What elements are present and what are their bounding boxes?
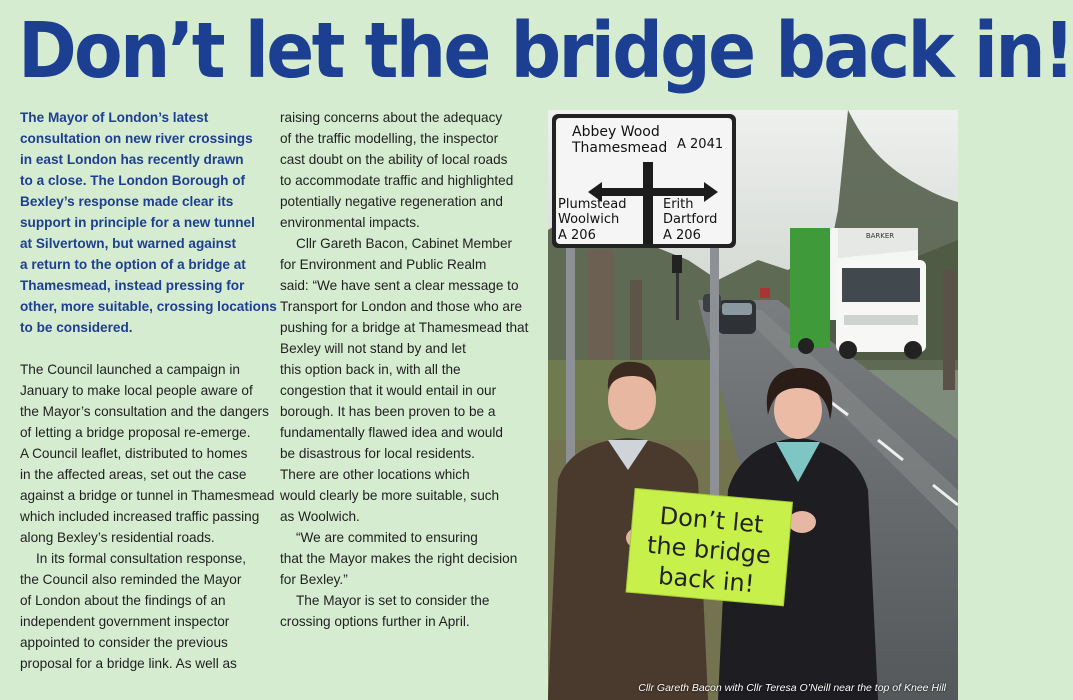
sign-text: Thamesmead bbox=[572, 140, 668, 156]
text-line: pushing for a bridge at Thamesmead that bbox=[280, 320, 529, 335]
text-line: be disastrous for local residents. bbox=[280, 446, 475, 461]
text-line: that the Mayor makes the right decision bbox=[280, 551, 518, 566]
sign-text: Woolwich bbox=[558, 212, 620, 227]
traffic-light bbox=[672, 255, 682, 273]
text-line: Bexley will not stand by and let bbox=[280, 341, 466, 356]
article-photo bbox=[548, 110, 958, 700]
text-line: the Mayor’s consultation and the dangers bbox=[20, 404, 269, 419]
text-line: There are other locations which bbox=[280, 467, 470, 482]
photo-caption: Cllr Gareth Bacon with Cllr Teresa O’Neill near the top of Knee Hill bbox=[638, 682, 946, 694]
text-line: environmental impacts. bbox=[280, 215, 420, 230]
lorry-wheel bbox=[904, 341, 922, 359]
quote-paragraph bbox=[280, 527, 542, 590]
text-line: consultation on new river crossings bbox=[20, 131, 253, 146]
sign-text: Abbey Wood bbox=[572, 124, 660, 140]
text-line: along Bexley’s residential roads. bbox=[20, 530, 215, 545]
lead-paragraph bbox=[20, 107, 277, 338]
sign-text: Erith bbox=[663, 197, 694, 212]
text-line: proposal for a bridge link. As well as bbox=[20, 656, 237, 671]
lorry-grille bbox=[844, 315, 918, 325]
article-column-2 bbox=[280, 107, 542, 632]
text-line: a return to the option of a bridge at bbox=[20, 257, 246, 272]
text-line: for Environment and Public Realm bbox=[280, 257, 487, 272]
car-window bbox=[722, 303, 752, 315]
text-line: fundamentally flawed idea and would bbox=[280, 425, 503, 440]
text-line: January to make local people aware of bbox=[20, 383, 253, 398]
text-line: of London about the findings of an bbox=[20, 593, 226, 608]
text-line: Bexley’s response made clear its bbox=[20, 194, 234, 209]
text-line: independent government inspector bbox=[20, 614, 230, 629]
text-line: support in principle for a new tunnel bbox=[20, 215, 255, 230]
text-line: Thamesmead, instead pressing for bbox=[20, 278, 245, 293]
tree-trunk bbox=[943, 270, 955, 390]
body-paragraph bbox=[20, 548, 270, 674]
text-line: potentially negative regeneration and bbox=[280, 194, 503, 209]
text-line: The Mayor is set to consider the bbox=[296, 593, 490, 608]
text-line: which included increased traffic passing bbox=[20, 509, 260, 524]
photo-illustration bbox=[548, 110, 958, 700]
text-line: congestion that it would entail in our bbox=[280, 383, 497, 398]
body-paragraph bbox=[20, 359, 275, 548]
sign-road-number: A 206 bbox=[663, 228, 701, 243]
text-line: this option back in, with all the bbox=[280, 362, 461, 377]
text-line: other, more suitable, crossing locations bbox=[20, 299, 277, 314]
text-line: to a close. The London Borough of bbox=[20, 173, 246, 188]
text-line: in the affected areas, set out the case bbox=[20, 467, 247, 482]
text-line: for Bexley.” bbox=[280, 572, 348, 587]
text-line: borough. It has been proven to be a bbox=[280, 404, 496, 419]
sign-text: Dartford bbox=[663, 212, 718, 227]
body-paragraph bbox=[280, 590, 542, 632]
sign-arrow-stem bbox=[643, 162, 653, 244]
text-line: The Council launched a campaign in bbox=[20, 362, 240, 377]
quote-paragraph bbox=[280, 233, 542, 527]
sign-road-number: A 206 bbox=[558, 228, 596, 243]
text-line: In its formal consultation response, bbox=[36, 551, 247, 566]
body-paragraph bbox=[280, 107, 542, 233]
lorry-wheel bbox=[798, 338, 814, 354]
lorry-label: BARKER bbox=[865, 232, 895, 240]
placard-text: back in! bbox=[657, 561, 756, 599]
text-line: said: “We have sent a clear message to bbox=[280, 278, 519, 293]
text-line: at Silvertown, but warned against bbox=[20, 236, 237, 251]
text-line: cast doubt on the ability of local roads bbox=[280, 152, 508, 167]
text-line: of letting a bridge proposal re-emerge. bbox=[20, 425, 251, 440]
sign-text: Plumstead bbox=[558, 197, 627, 212]
headline: Don’t let the bridge back in! bbox=[18, 7, 1073, 96]
text-line: crossing options further in April. bbox=[280, 614, 470, 629]
text-line: of the traffic modelling, the inspector bbox=[280, 131, 499, 146]
article-column-1 bbox=[20, 107, 277, 674]
placard bbox=[626, 488, 792, 605]
lorry-side-panel bbox=[790, 228, 830, 348]
text-line: the Council also reminded the Mayor bbox=[20, 572, 242, 587]
text-line: appointed to consider the previous bbox=[20, 635, 228, 650]
text-line: to accommodate traffic and highlighted bbox=[280, 173, 514, 188]
woman-hand bbox=[788, 511, 816, 533]
text-line: in east London has recently drawn bbox=[20, 152, 244, 167]
sign-post bbox=[710, 240, 719, 530]
placard-text: the bridge bbox=[645, 530, 772, 570]
text-line: to be considered. bbox=[20, 320, 133, 335]
lorry-wheel bbox=[839, 341, 857, 359]
text-line: Transport for London and those who are bbox=[280, 299, 523, 314]
text-line: would clearly be more suitable, such bbox=[280, 488, 500, 503]
sign-arrow-bar bbox=[596, 188, 710, 196]
placard-text: Don’t let bbox=[658, 501, 765, 539]
text-line: Cllr Gareth Bacon, Cabinet Member bbox=[296, 236, 513, 251]
sign-road-number: A 2041 bbox=[677, 137, 724, 152]
text-line: The Mayor of London’s latest bbox=[20, 110, 209, 125]
text-line: A Council leaflet, distributed to homes bbox=[20, 446, 248, 461]
text-line: as Woolwich. bbox=[280, 509, 360, 524]
text-line: raising concerns about the adequacy bbox=[280, 110, 503, 125]
car bbox=[760, 288, 770, 298]
text-line: “We are commited to ensuring bbox=[296, 530, 478, 545]
lorry-windscreen bbox=[842, 268, 920, 302]
text-line: against a bridge or tunnel in Thamesmead bbox=[20, 488, 275, 503]
